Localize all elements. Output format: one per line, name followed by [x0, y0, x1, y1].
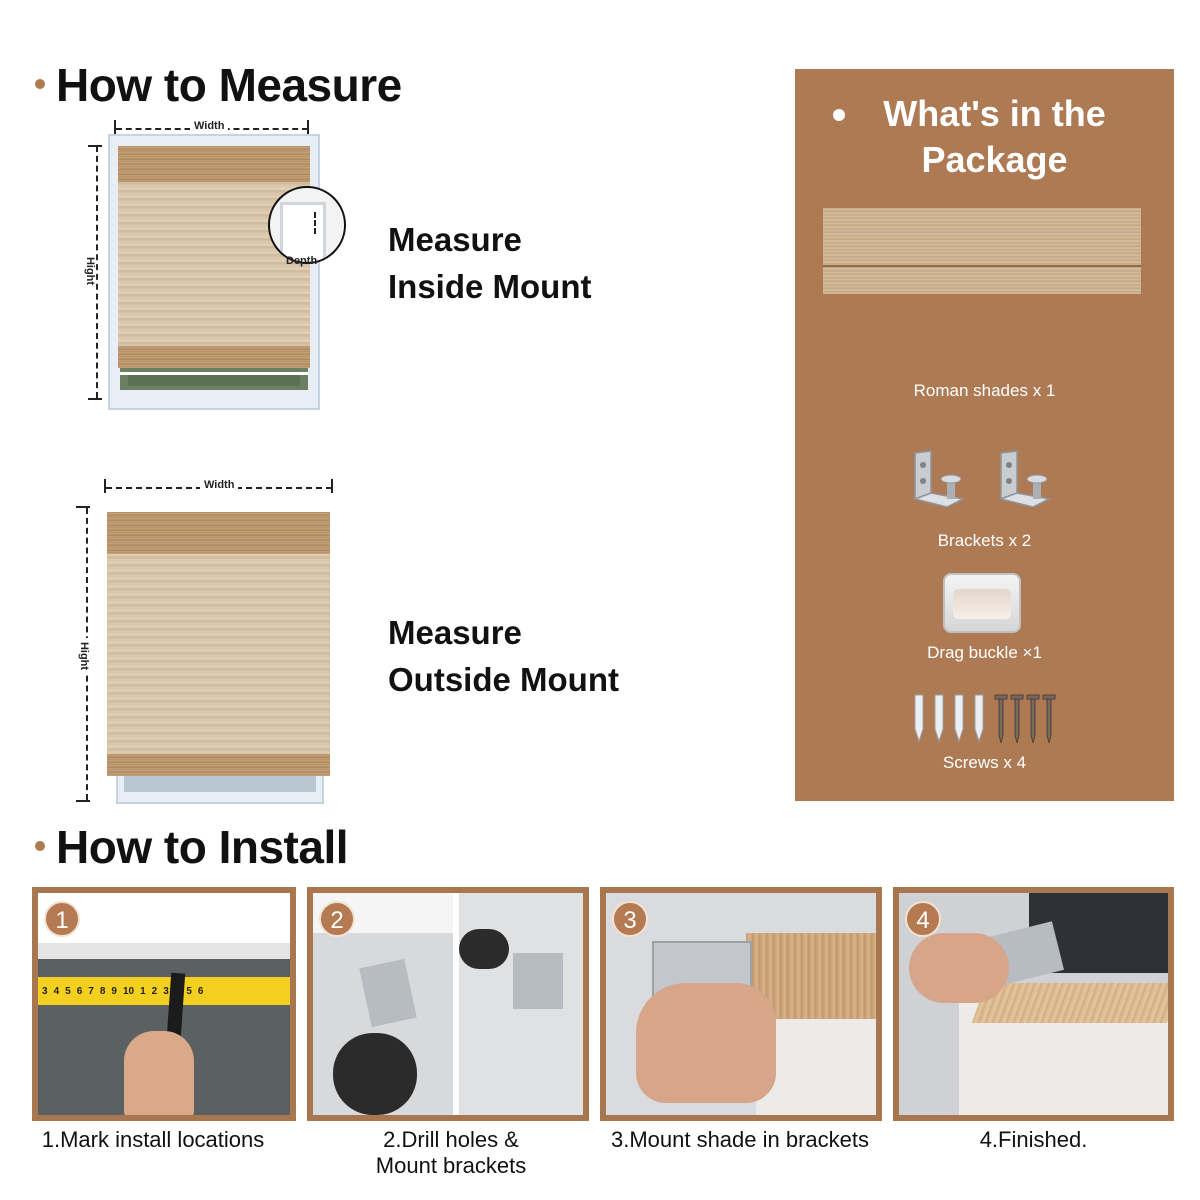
install-step-1-image	[32, 887, 296, 1121]
install-step-4-image	[893, 887, 1174, 1121]
outside-height-label: Hight	[78, 638, 90, 674]
step-1-badge: 1	[44, 901, 80, 937]
package-item-brackets: Brackets x 2	[937, 531, 1032, 550]
package-title: What's in the Package	[883, 93, 1106, 180]
inside-width-label: Width	[190, 120, 228, 132]
screw-icon	[909, 693, 1059, 745]
install-title: How to Install	[56, 821, 348, 873]
bracket-icon	[909, 449, 973, 509]
install-step-2-image	[307, 887, 589, 1121]
measure-bullet	[35, 79, 45, 89]
step-3-caption: 3.Mount shade in brackets	[610, 1127, 870, 1152]
roman-shade-icon	[823, 208, 1141, 294]
package-item-roman-shades: Roman shades x 1	[913, 381, 1056, 400]
step-2-badge: 2	[319, 901, 355, 937]
tape-measure: 3 4 5 6 7 8 9 10 1 2 3 5 6	[38, 977, 290, 1005]
drag-buckle-icon	[943, 573, 1021, 633]
depth-label: Depth	[286, 255, 318, 267]
outside-mount-label: Measure Outside Mount	[388, 614, 619, 698]
step-1-caption: 1.Mark install locations	[41, 1127, 265, 1152]
outside-width-label: Width	[200, 479, 238, 491]
inside-height-label: Hight	[84, 253, 96, 289]
step-4-badge: 4	[905, 901, 941, 937]
step-4-caption: 4.Finished.	[979, 1127, 1088, 1152]
install-bullet	[35, 841, 45, 851]
install-step-3-image	[600, 887, 882, 1121]
package-item-screws: Screws x 4	[942, 753, 1027, 772]
measure-title: How to Measure	[56, 59, 402, 111]
inside-mount-label: Measure Inside Mount	[388, 221, 592, 305]
package-item-drag-buckle: Drag buckle ×1	[927, 643, 1042, 662]
depth-callout	[268, 186, 346, 264]
bracket-icon	[995, 449, 1059, 509]
step-3-badge: 3	[612, 901, 648, 937]
package-panel	[795, 69, 1174, 801]
step-2-caption: 2.Drill holes & Mount brackets	[375, 1127, 527, 1178]
